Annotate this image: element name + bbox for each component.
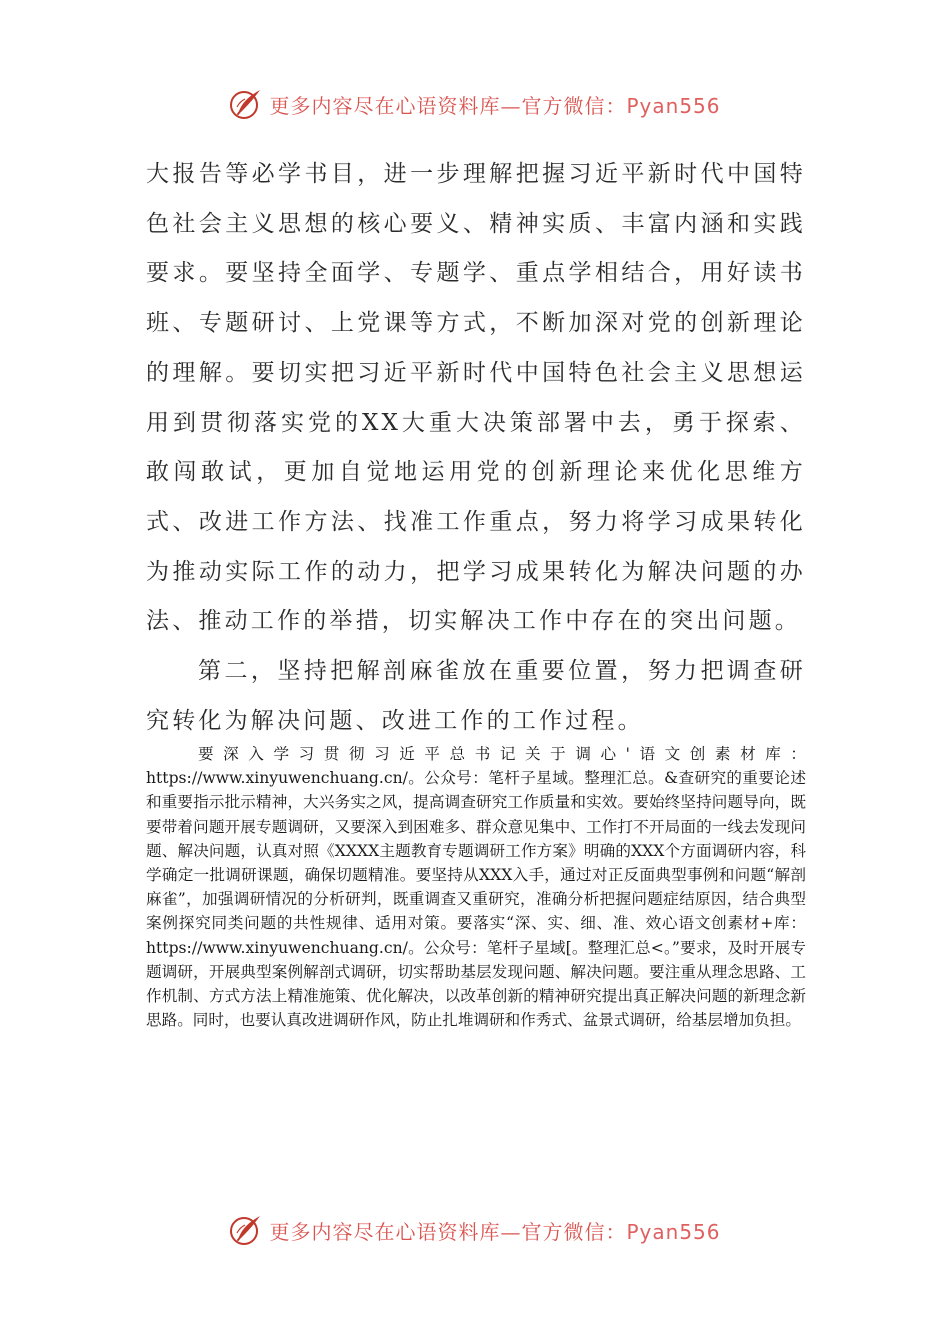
- footer-banner-account: Pyan556: [626, 1219, 721, 1244]
- header-banner-account: Pyan556: [626, 93, 721, 118]
- header-banner-text: 更多内容尽在心语资料库—官方微信：Pyan556: [269, 93, 721, 118]
- footer-banner-text: 更多内容尽在心语资料库—官方微信：Pyan556: [269, 1219, 721, 1244]
- body-paragraph-1: 大报告等必学书目，进一步理解把握习近平新时代中国特色社会主义思想的核心要义、精神实质、丰富内涵和实践要求。要坚持全面学、专题学、重点学相结合，用好读书班、专题研讨、上党课等方式，不断加深对党的创新理论的理解。要切实把习近平新时代中国特色社会主义思想运用到贯彻落实党的XX大重大决策部署中去，勇于探索、敢闯敢试，更加自觉地运用党的创新理论来优化思维方式、改进工作方法、找准工作重点，努力将学习成果转化为推动实际工作的动力，把学习成果转化为解决问题的办法、推动工作的举措，切实解决工作中存在的突出问题。: [146, 161, 806, 635]
- footer-banner: [0, 1210, 950, 1250]
- main-body-text: [146, 150, 806, 746]
- body-paragraph-3: 要深入学习贯彻习近平总书记关于调心'语文创素材库：https://www.xinyuwenchuang.cn/。公众号：笔杆子星域。整理汇总。&查研究的重要论述和重要指示批示精神，大兴务实之风，提高调查研究工作质量和实效。要始终坚持问题导向，既要带着问题开展专题调研，又要深入到困难多、群众意见集中、工作打不开局面的一线去发现问题、解决问题，认真对照《XXXX主题教育专题调研工作方案》明确的XXX个方面调研内容，科学确定一批调研课题，确保切题精准。要坚持从XXX入手，通过对正反面典型事例和问题“解剖麻雀”，加强调研情况的分析研判，既重调查又重研究，准确分析把握问题症结原因，结合典型案例探究同类问题的共性规律、适用对策。要落实“深、实、细、准、效心语文创素材+库：https://www.xinyuwenchuang.cn/。公众号：笔杆子星域[。整理汇总<。”要求，及时开展专题调研，开展典型案例解剖式调研，切实帮助基层发现问题、解决问题。要注重从理念思路、工作机制、方式方法上精准施策、优化解决，以改革创新的精神研究提出真正解决问题的新理念新思路。同时，也要认真改进调研作风，防止扎堆调研和作秀式、盆景式调研，给基层增加负担。: [146, 745, 806, 1030]
- header-banner: [0, 84, 950, 124]
- quill-pen-logo-icon: [229, 1213, 263, 1247]
- quill-pen-logo-icon: [229, 87, 263, 121]
- body-paragraph-2: 第二，坚持把解剖麻雀放在重要位置，努力把调查研究转化为解决问题、改进工作的工作过程。: [146, 658, 806, 734]
